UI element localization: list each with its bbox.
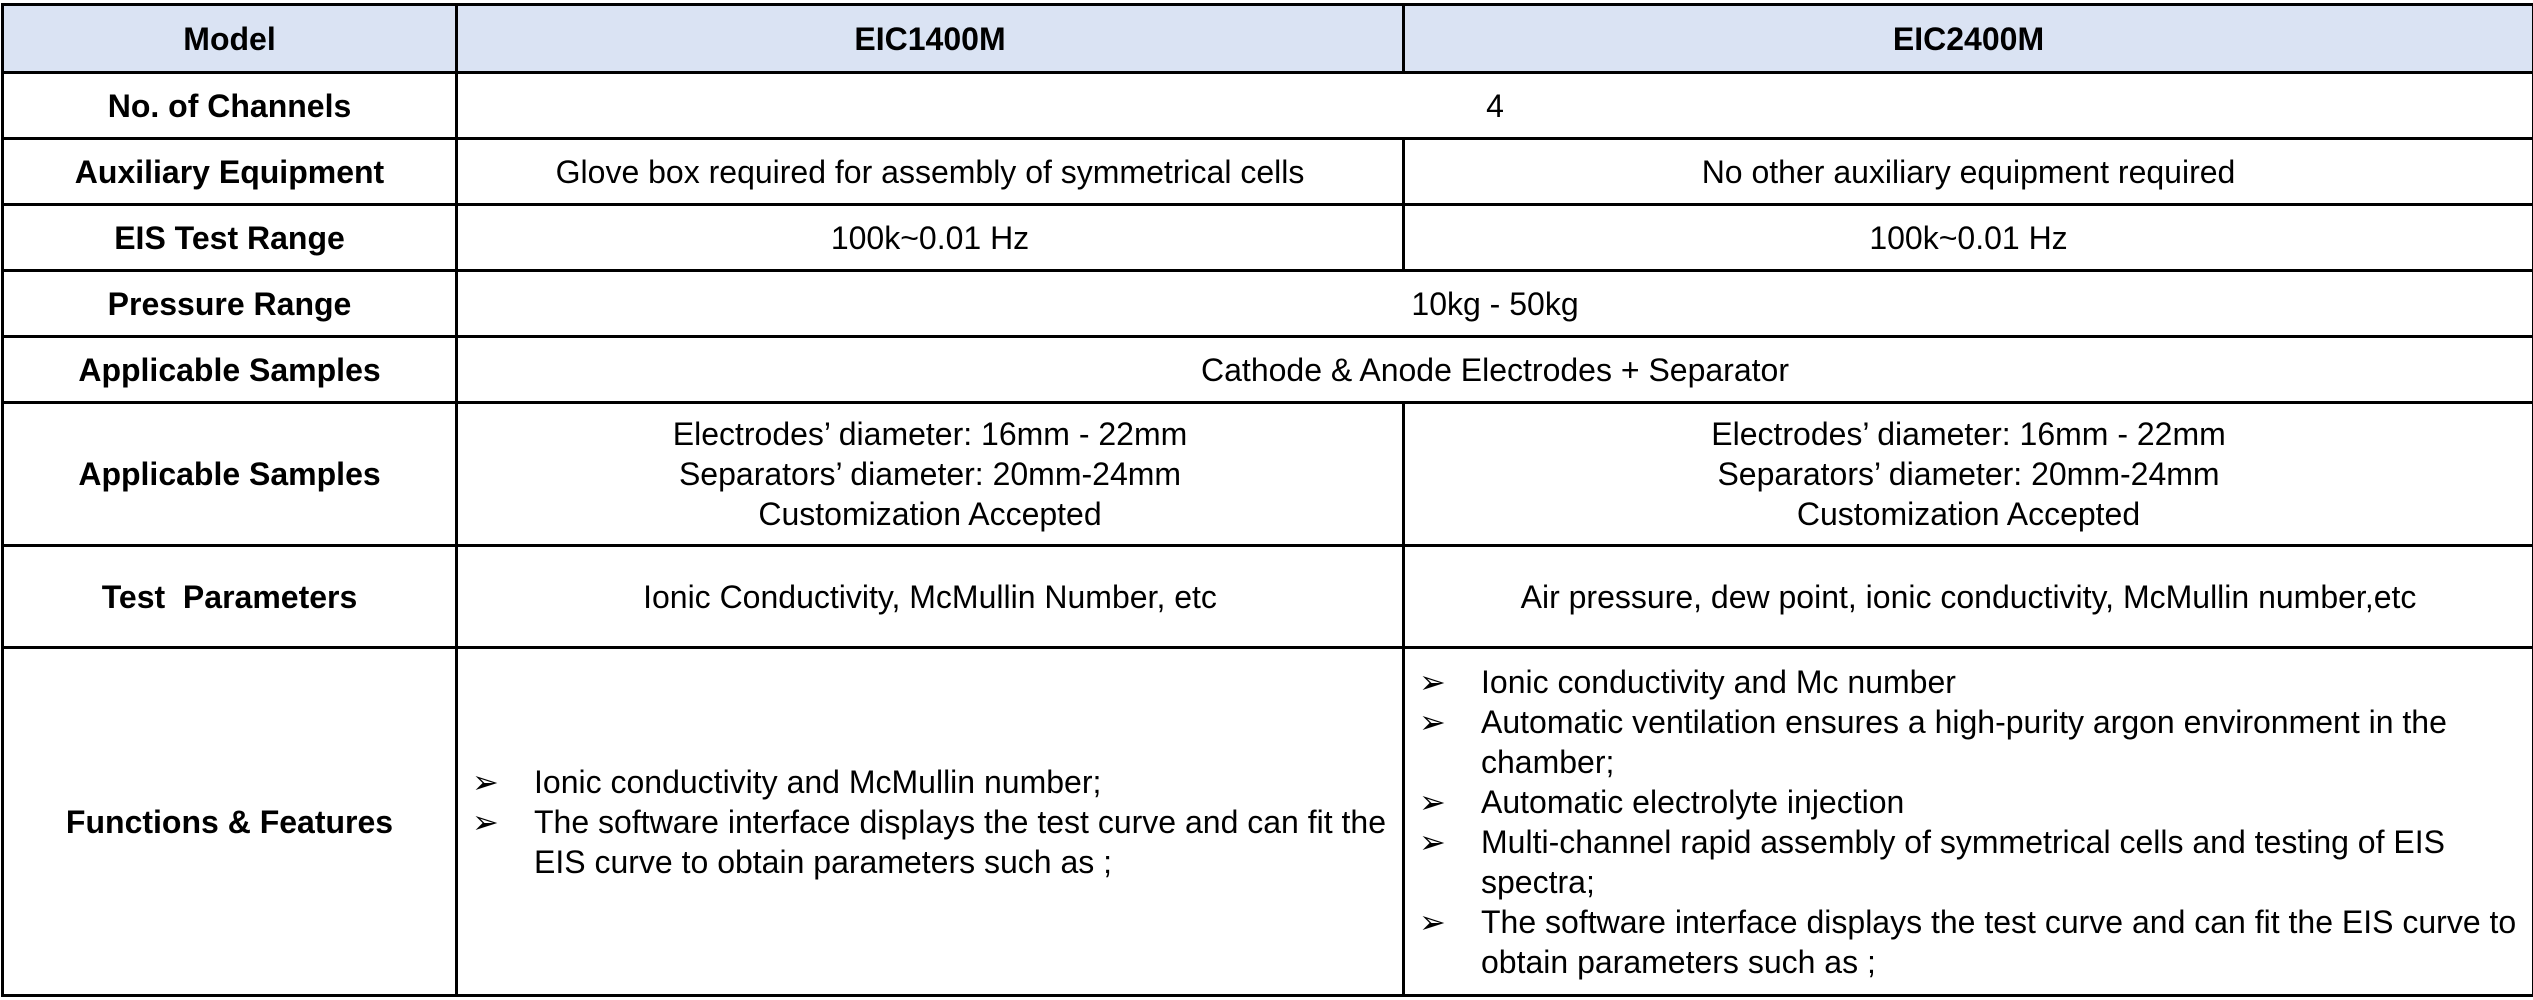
arrow-bullet-icon: ➢ bbox=[1419, 903, 1446, 940]
feature-text: Automatic electrolyte injection bbox=[1481, 783, 1905, 820]
arrow-bullet-icon: ➢ bbox=[1419, 703, 1446, 740]
parameters-eic2400m: Air pressure, dew point, ionic conductivity, McMullin number,etc bbox=[1404, 546, 2533, 648]
header-eic2400m: EIC2400M bbox=[1404, 5, 2533, 73]
pressure-value: 10kg - 50kg bbox=[457, 271, 2533, 337]
sample-size-line: Electrodes’ diameter: 16mm - 22mm bbox=[672, 416, 1188, 452]
sample-size-line: Separators’ diameter: 20mm-24mm bbox=[678, 456, 1182, 492]
row-pressure bbox=[3, 271, 2533, 337]
sample-size-line: Customization Accepted bbox=[758, 496, 1102, 532]
feature-text: Ionic conductivity and Mc number bbox=[1481, 663, 1956, 700]
features-list bbox=[472, 762, 1388, 882]
auxiliary-eic2400m: No other auxiliary equipment required bbox=[1404, 139, 2533, 205]
arrow-bullet-icon: ➢ bbox=[1419, 823, 1446, 860]
row-label: Pressure Range bbox=[3, 271, 457, 337]
eis-range-eic2400m: 100k~0.01 Hz bbox=[1404, 205, 2533, 271]
eis-range-eic1400m: 100k~0.01 Hz bbox=[457, 205, 1404, 271]
row-label: Applicable Samples bbox=[3, 337, 457, 403]
list-item bbox=[1419, 662, 2518, 702]
samples-value: Cathode & Anode Electrodes + Separator bbox=[457, 337, 2533, 403]
header-model: Model bbox=[3, 5, 457, 73]
spec-table bbox=[1, 3, 2533, 997]
list-item bbox=[1419, 782, 2518, 822]
channels-value: 4 bbox=[457, 73, 2533, 139]
row-label: No. of Channels bbox=[3, 73, 457, 139]
header-eic1400m: EIC1400M bbox=[457, 5, 1404, 73]
row-channels bbox=[3, 73, 2533, 139]
row-sample-sizes bbox=[3, 403, 2533, 546]
sample-sizes-eic1400m bbox=[457, 403, 1404, 546]
feature-text: Ionic conductivity and McMullin number; bbox=[534, 763, 1102, 800]
row-label: Test Parameters bbox=[3, 546, 457, 648]
feature-text: Multi-channel rapid assembly of symmetrical cells and testing of EIS spectra; bbox=[1481, 823, 2445, 900]
arrow-bullet-icon: ➢ bbox=[472, 803, 499, 840]
arrow-bullet-icon: ➢ bbox=[472, 763, 499, 800]
sample-size-line: Customization Accepted bbox=[1796, 496, 2141, 532]
header-row bbox=[3, 5, 2533, 73]
list-item bbox=[1419, 902, 2518, 982]
feature-text: Automatic ventilation ensures a high-purity argon environment in the chamber; bbox=[1481, 703, 2447, 780]
list-item bbox=[1419, 702, 2518, 782]
row-auxiliary bbox=[3, 139, 2533, 205]
list-item bbox=[1419, 822, 2518, 902]
sample-size-line: Separators’ diameter: 20mm-24mm bbox=[1717, 456, 2220, 492]
feature-text: The software interface displays the test curve and can fit the EIS curve to obtain parameters such as ; bbox=[1481, 903, 2517, 980]
features-eic2400m bbox=[1404, 648, 2533, 996]
arrow-bullet-icon: ➢ bbox=[1419, 783, 1446, 820]
list-item bbox=[472, 762, 1388, 802]
features-list bbox=[1419, 662, 2518, 982]
sample-size-line: Electrodes’ diameter: 16mm - 22mm bbox=[1711, 416, 2226, 452]
row-eis-range bbox=[3, 205, 2533, 271]
feature-text: The software interface displays the test curve and can fit the EIS curve to obtain parameters such as ; bbox=[534, 803, 1386, 880]
row-label: Functions & Features bbox=[3, 648, 457, 996]
sample-sizes-eic2400m bbox=[1404, 403, 2533, 546]
row-features bbox=[3, 648, 2533, 996]
features-eic1400m bbox=[457, 648, 1404, 996]
row-samples bbox=[3, 337, 2533, 403]
list-item bbox=[472, 802, 1388, 882]
arrow-bullet-icon: ➢ bbox=[1419, 663, 1446, 700]
parameters-eic1400m: Ionic Conductivity, McMullin Number, etc bbox=[457, 546, 1404, 648]
row-parameters bbox=[3, 546, 2533, 648]
row-label: EIS Test Range bbox=[3, 205, 457, 271]
row-label: Applicable Samples bbox=[3, 403, 457, 546]
row-label: Auxiliary Equipment bbox=[3, 139, 457, 205]
auxiliary-eic1400m: Glove box required for assembly of symmetrical cells bbox=[457, 139, 1404, 205]
